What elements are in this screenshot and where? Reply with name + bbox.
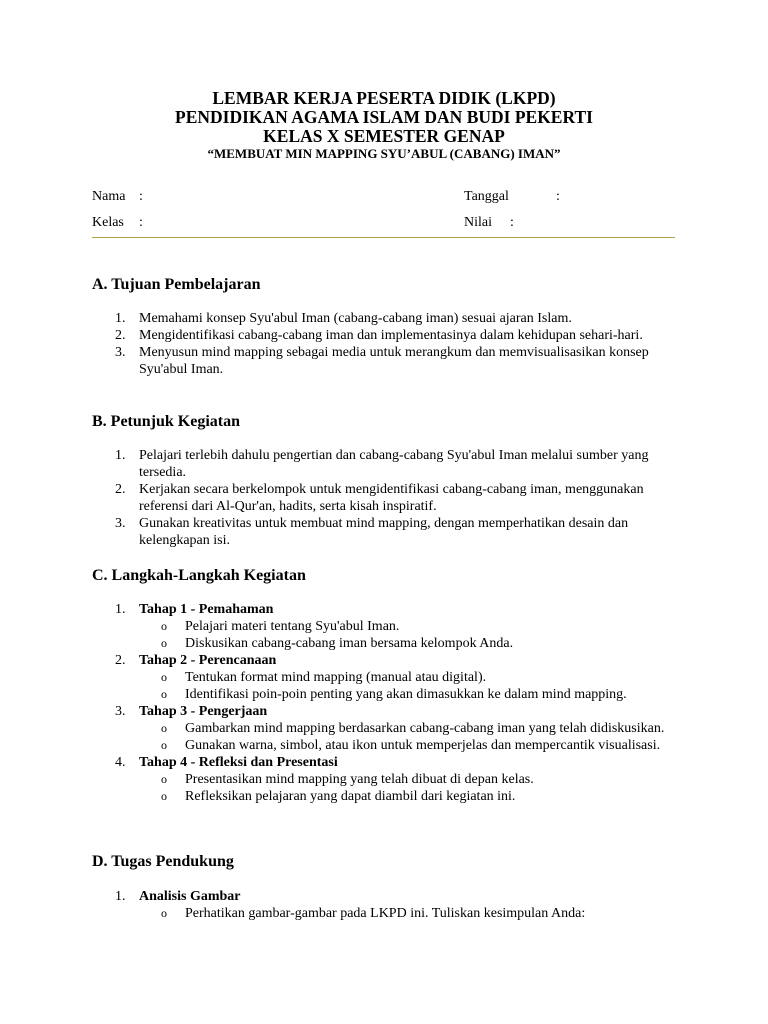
list-item [92,515,682,549]
sub-item [139,905,682,922]
section-b-title: B. Petunjuk Kegiatan [92,413,241,430]
item-text: Menyusun mind mapping sebagai media untuk merangkum dan memvisualisasikan konsep Syu'abul Iman. [139,345,649,377]
section-a-title: A. Tujuan Pembelajaran [92,276,261,293]
step-sublist [139,618,682,652]
sub-item [139,771,682,788]
step-item [92,601,682,652]
item-text: Kerjakan secara berkelompok untuk mengidentifikasi cabang-cabang iman, menggunakan referensi dari Al-Qur'an, hadits, serta kisah inspiratif. [139,482,644,514]
bullet-icon: o [161,619,167,633]
sub-item [139,788,682,805]
title-lkpd: LEMBAR KERJA PESERTA DIDIK (LKPD) [212,88,556,108]
bullet-icon: o [161,906,167,920]
bullet-icon: o [161,789,167,803]
item-number: 3. [115,516,126,531]
item-number: 1. [115,311,126,326]
step-item [92,703,682,754]
document-header [0,89,768,162]
sub-item [139,720,682,737]
colon-kelas: : [139,215,143,230]
step-item [92,652,682,703]
step-sublist [139,669,682,703]
sub-text: Gambarkan mind mapping berdasarkan cabang-cabang iman yang telah didiskusikan. [185,721,665,736]
step-label: Tahap 3 - Pengerjaan [139,704,268,719]
item-number: 1. [115,448,126,463]
sub-text: Pelajari materi tentang Syu'abul Iman. [185,619,400,634]
title-subject: PENDIDIKAN AGAMA ISLAM DAN BUDI PEKERTI [175,107,593,127]
section-c-title: C. Langkah-Langkah Kegiatan [92,567,306,584]
sub-item [139,686,682,703]
sub-text: Tentukan format mind mapping (manual atau digital). [185,670,487,685]
sub-text: Presentasikan mind mapping yang telah dibuat di depan kelas. [185,772,534,787]
label-tanggal: Tanggal [464,189,509,204]
section-b-list [92,447,682,549]
label-kelas: Kelas [92,215,124,230]
header-divider [92,237,675,238]
item-number: 3. [115,704,126,719]
item-number: 2. [115,328,126,343]
section-c-list [92,601,682,805]
item-number: 2. [115,653,126,668]
step-sublist [139,771,682,805]
colon-nama: : [139,189,143,204]
label-nilai: Nilai [464,215,492,230]
sub-text: Identifikasi poin-poin penting yang akan dimasukkan ke dalam mind mapping. [185,687,627,702]
step-label: Tahap 4 - Refleksi dan Presentasi [139,755,338,770]
label-nama: Nama [92,189,126,204]
section-d-title: D. Tugas Pendukung [92,853,234,870]
sub-text: Gunakan warna, simbol, atau ikon untuk memperjelas dan mempercantik visualisasi. [185,738,661,753]
sub-text: Perhatikan gambar-gambar pada LKPD ini. Tuliskan kesimpulan Anda: [185,906,586,921]
colon-nilai: : [510,215,514,230]
step-item [92,754,682,805]
sub-text: Diskusikan cabang-cabang iman bersama kelompok Anda. [185,636,514,651]
item-number: 1. [115,889,126,904]
bullet-icon: o [161,670,167,684]
step-sublist [139,905,682,922]
step-sublist [139,720,682,754]
item-text: Pelajari terlebih dahulu pengertian dan cabang-cabang Syu'abul Iman melalui sumber yang tersedia. [139,448,649,480]
item-number: 1. [115,602,126,617]
sub-item [139,618,682,635]
step-label: Analisis Gambar [139,889,241,904]
list-item [92,327,682,344]
bullet-icon: o [161,721,167,735]
list-item [92,447,682,481]
sub-text: Refleksikan pelajaran yang dapat diambil dari kegiatan ini. [185,789,516,804]
sub-item [139,635,682,652]
bullet-icon: o [161,772,167,786]
title-topic: “MEMBUAT MIN MAPPING SYU’ABUL (CABANG) IMAN” [207,146,561,161]
item-number: 3. [115,345,126,360]
list-item [92,310,682,327]
item-number: 4. [115,755,126,770]
bullet-icon: o [161,738,167,752]
section-a-list [92,310,682,378]
item-text: Mengidentifikasi cabang-cabang iman dan implementasinya dalam kehidupan sehari-hari. [139,328,643,343]
title-class: KELAS X SEMESTER GENAP [263,126,505,146]
list-item [92,481,682,515]
item-text: Gunakan kreativitas untuk membuat mind mapping, dengan memperhatikan desain dan kelengkapan isi. [139,516,629,548]
list-item [92,344,682,378]
sub-item [139,737,682,754]
step-item [92,888,682,922]
sub-item [139,669,682,686]
colon-tanggal: : [556,189,560,204]
bullet-icon: o [161,687,167,701]
step-label: Tahap 2 - Perencanaan [139,653,277,668]
section-d-list [92,888,682,922]
item-text: Memahami konsep Syu'abul Iman (cabang-cabang iman) sesuai ajaran Islam. [139,311,572,326]
bullet-icon: o [161,636,167,650]
item-number: 2. [115,482,126,497]
step-label: Tahap 1 - Pemahaman [139,602,274,617]
